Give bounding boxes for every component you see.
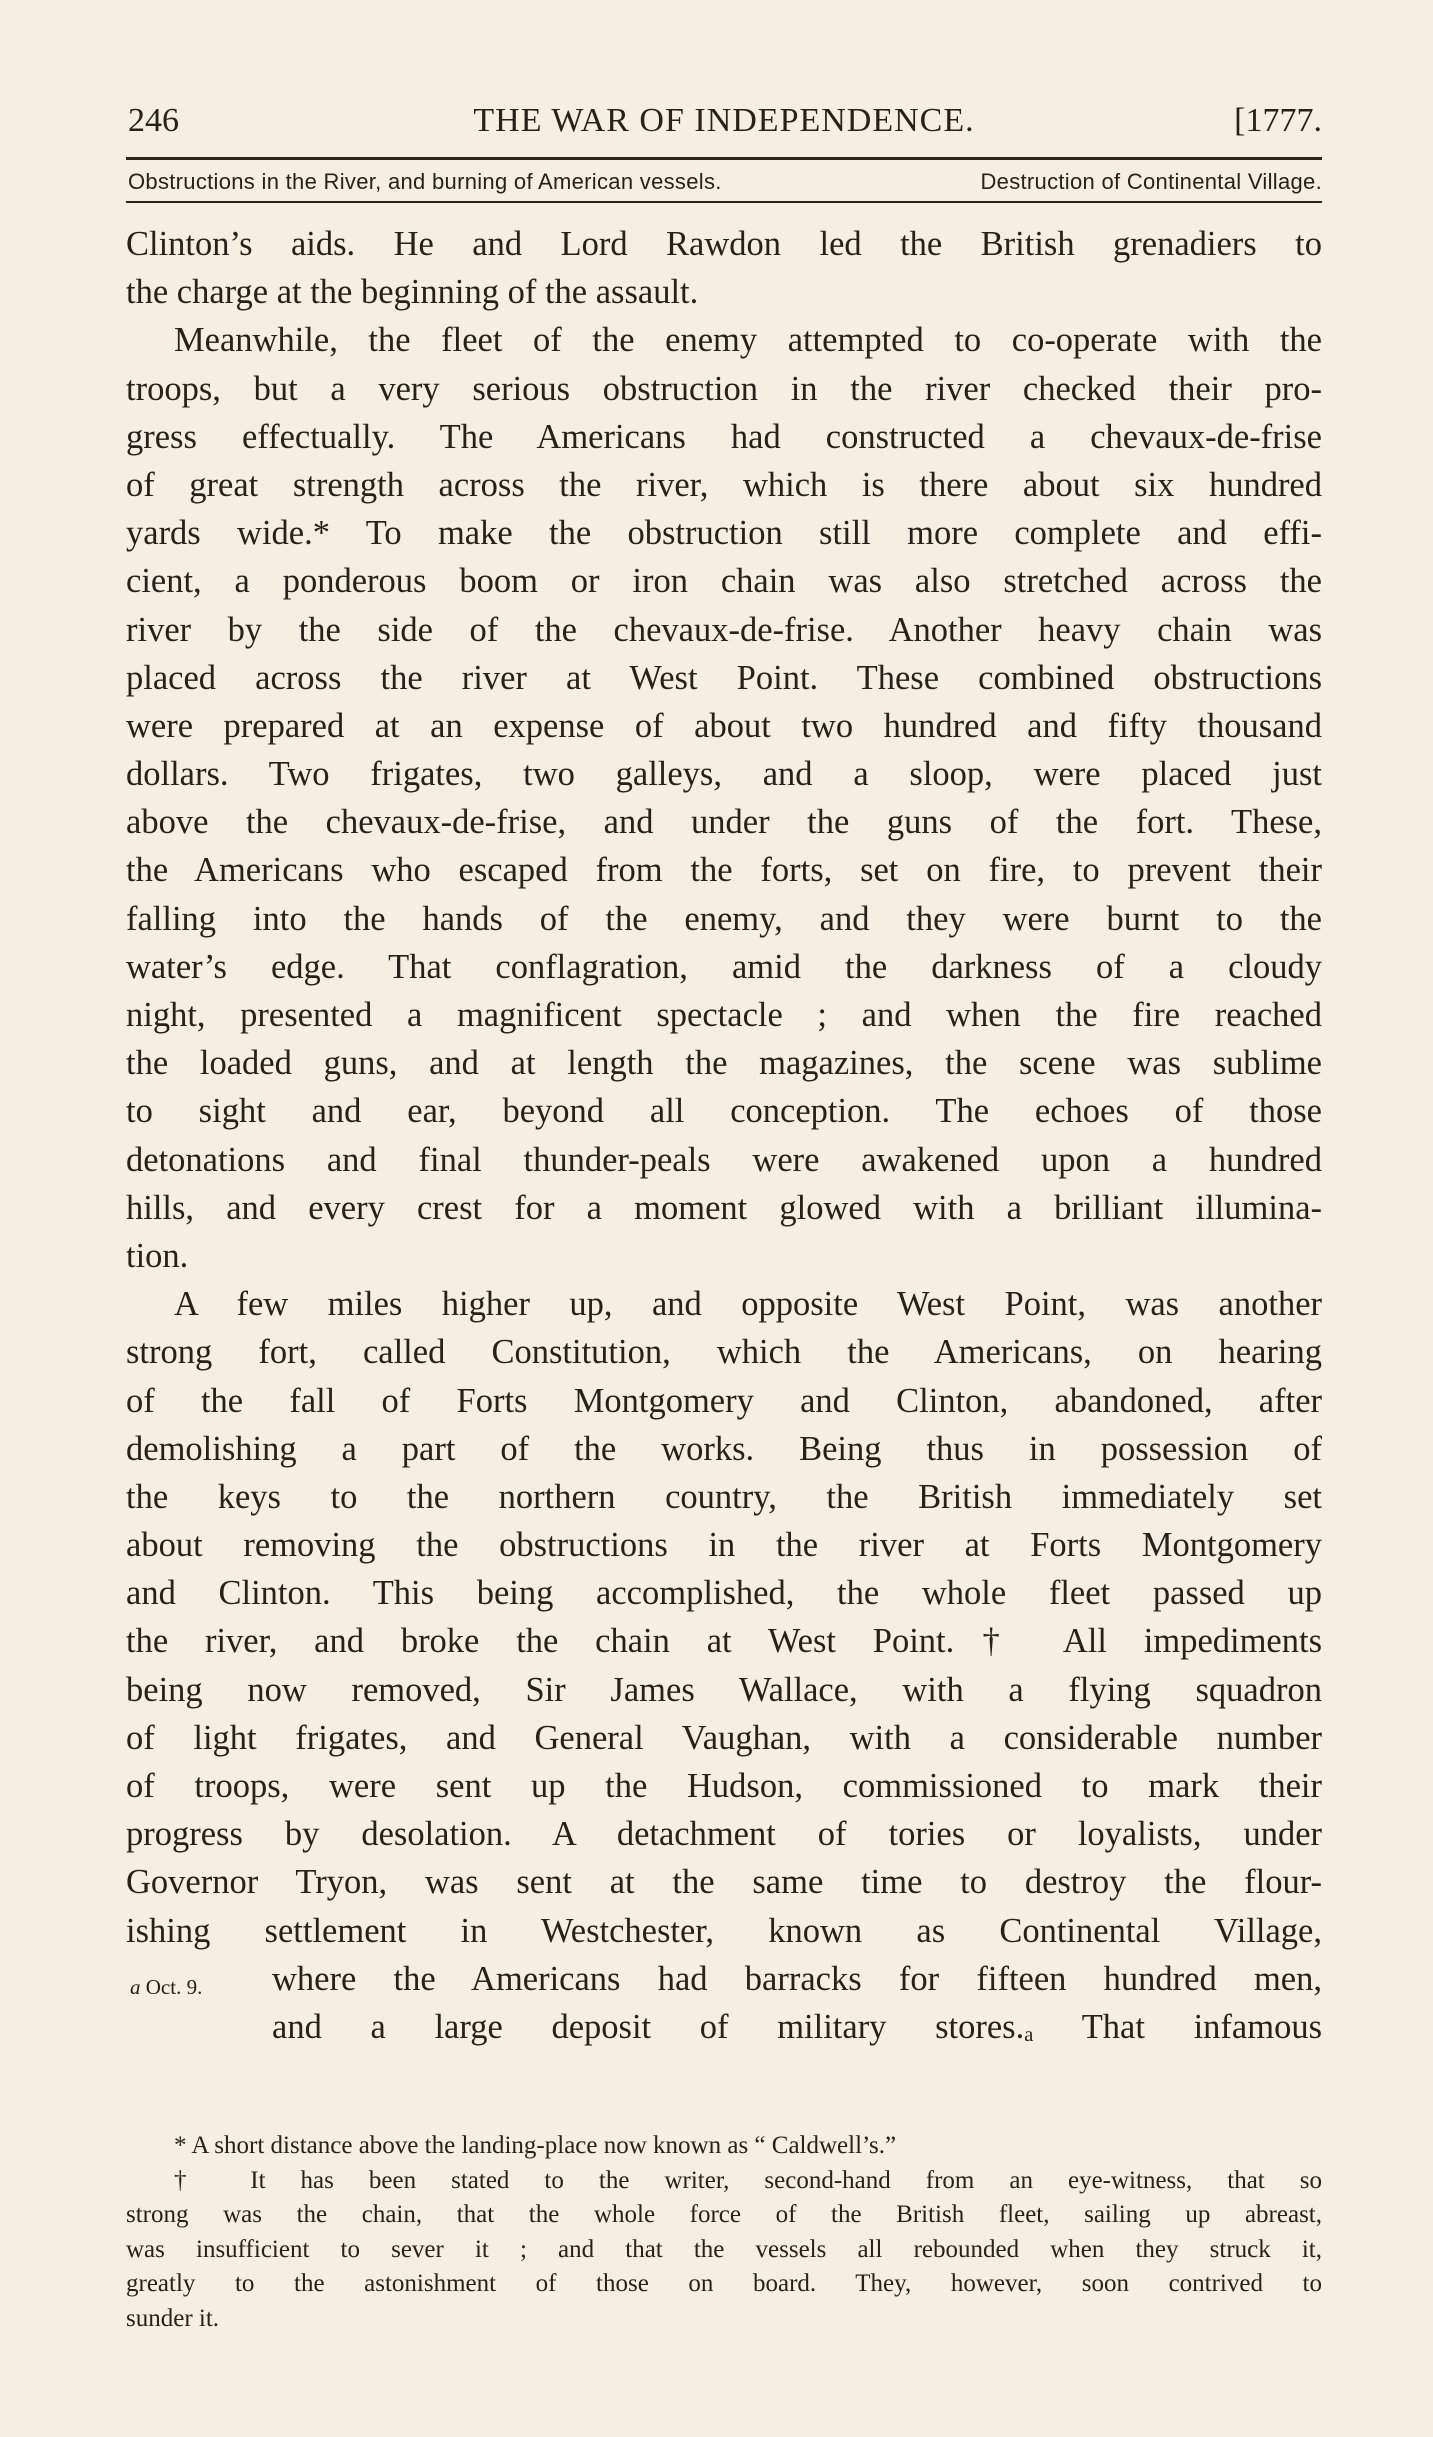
text-line: the loaded guns, and at length the magazines, the scene was sublime [126,1044,1322,1083]
text-line: above the chevaux-de-frise, and under the guns of the fort. These, [126,803,1322,842]
footnote-line: sunder it. [126,2304,220,2332]
margin-note-marker: a [130,1975,141,1999]
text-line: progress by desolation. A detachment of tories or loyalists, under [126,1815,1322,1854]
text-line: the charge at the beginning of the assault. [126,273,699,312]
text-line: of the fall of Forts Montgomery and Clinton, abandoned, after [126,1381,1322,1420]
text-line: cient, a ponderous boom or iron chain was also stretched across the [126,562,1322,601]
text-line: the river, and broke the chain at West Point.† All impediments [126,1622,1322,1661]
body-text [126,220,1322,2051]
text-line: dollars. Two frigates, two galleys, and a sloop, were placed just [126,755,1322,794]
text-line: and Clinton. This being accomplished, the whole fleet passed up [126,1574,1322,1613]
text-line: Meanwhile, the fleet of the enemy attempted to co-operate with the [174,321,1322,360]
text-line: A few miles higher up, and opposite West Point, was another [174,1285,1322,1324]
text-line: detonations and final thunder-peals were awakened upon a hundred [126,1140,1322,1179]
text-line: tion. [126,1236,189,1275]
text-line: the keys to the northern country, the British immediately set [126,1477,1322,1516]
text-line: and a large deposit of military stores.ₐ That infamous [272,2007,1322,2046]
text-line: of troops, were sent up the Hudson, commissioned to mark their [126,1767,1322,1805]
text-line: of great strength across the river, which is there about six hundred [126,465,1322,504]
text-line: demolishing a part of the works. Being thus in possession of [126,1429,1322,1468]
subheading-right: Destruction of Continental Village. [980,169,1322,194]
subheading-left: Obstructions in the River, and burning of American vessels. [128,169,722,194]
text-line: yards wide.* To make the obstruction still more complete and effi- [126,514,1322,553]
header-rule-bottom [126,201,1322,203]
text-line: being now removed, Sir James Wallace, with a flying squadron [126,1670,1322,1709]
header-year: [1777. [1234,102,1322,139]
footnote-line: was insufficient to sever it ; and that the vessels all rebounded when they struck it, [126,2235,1322,2263]
text-line: river by the side of the chevaux-de-frise. Another heavy chain was [126,610,1322,649]
subheadings [126,166,1322,198]
text-line: gress effectually. The Americans had constructed a chevaux-de-frise [126,417,1322,456]
page-header [126,98,1322,144]
text-line: ishing settlement in Westchester, known as Continental Village, [126,1911,1322,1950]
running-title: THE WAR OF INDEPENDENCE. [473,102,975,139]
text-line: strong fort, called Constitution, which the Americans, on hearing [126,1333,1322,1372]
page-number: 246 [128,102,179,139]
text-line: Governor Tryon, was sent at the same time to destroy the flour- [126,1863,1322,1902]
footnotes [126,2129,1322,2336]
text-line: were prepared at an expense of about two hundred and fifty thousand [126,706,1322,745]
text-line: night, presented a magnificent spectacle ; and when the fire reached [126,996,1322,1034]
text-line: falling into the hands of the enemy, and they were burnt to the [126,899,1322,938]
footnote-line: * A short distance above the landing-place now known as “ Caldwell’s.” [174,2132,897,2159]
text-line: to sight and ear, beyond all conception. The echoes of those [126,1092,1322,1131]
text-line: where the Americans had barracks for fifteen hundred men, [272,1959,1322,1998]
text-line: the Americans who escaped from the forts, set on fire, to prevent their [126,851,1322,890]
margin-date-note [130,1974,202,2000]
text-line: Clinton’s aids. He and Lord Rawdon led the British grenadiers to [126,225,1322,263]
text-line: hills, and every crest for a moment glowed with a brilliant illumina- [126,1188,1322,1227]
text-line: troops, but a very serious obstruction in the river checked their pro- [126,369,1322,408]
margin-note-text: Oct. 9. [145,1975,203,1999]
text-line: about removing the obstructions in the river at Forts Montgomery [126,1526,1322,1565]
footnote-line: greatly to the astonishment of those on board. They, however, soon contrived to [126,2270,1322,2297]
footnote-line: † It has been stated to the writer, second-hand from an eye-witness, that so [174,2166,1322,2194]
footnote-line: strong was the chain, that the whole force of the British fleet, sailing up abreast, [126,2201,1322,2228]
text-line: water’s edge. That conflagration, amid the darkness of a cloudy [126,947,1322,986]
text-line: placed across the river at West Point. These combined obstructions [126,658,1322,697]
text-line: of light frigates, and General Vaughan, with a considerable number [126,1718,1322,1757]
header-rule-top [126,157,1322,160]
